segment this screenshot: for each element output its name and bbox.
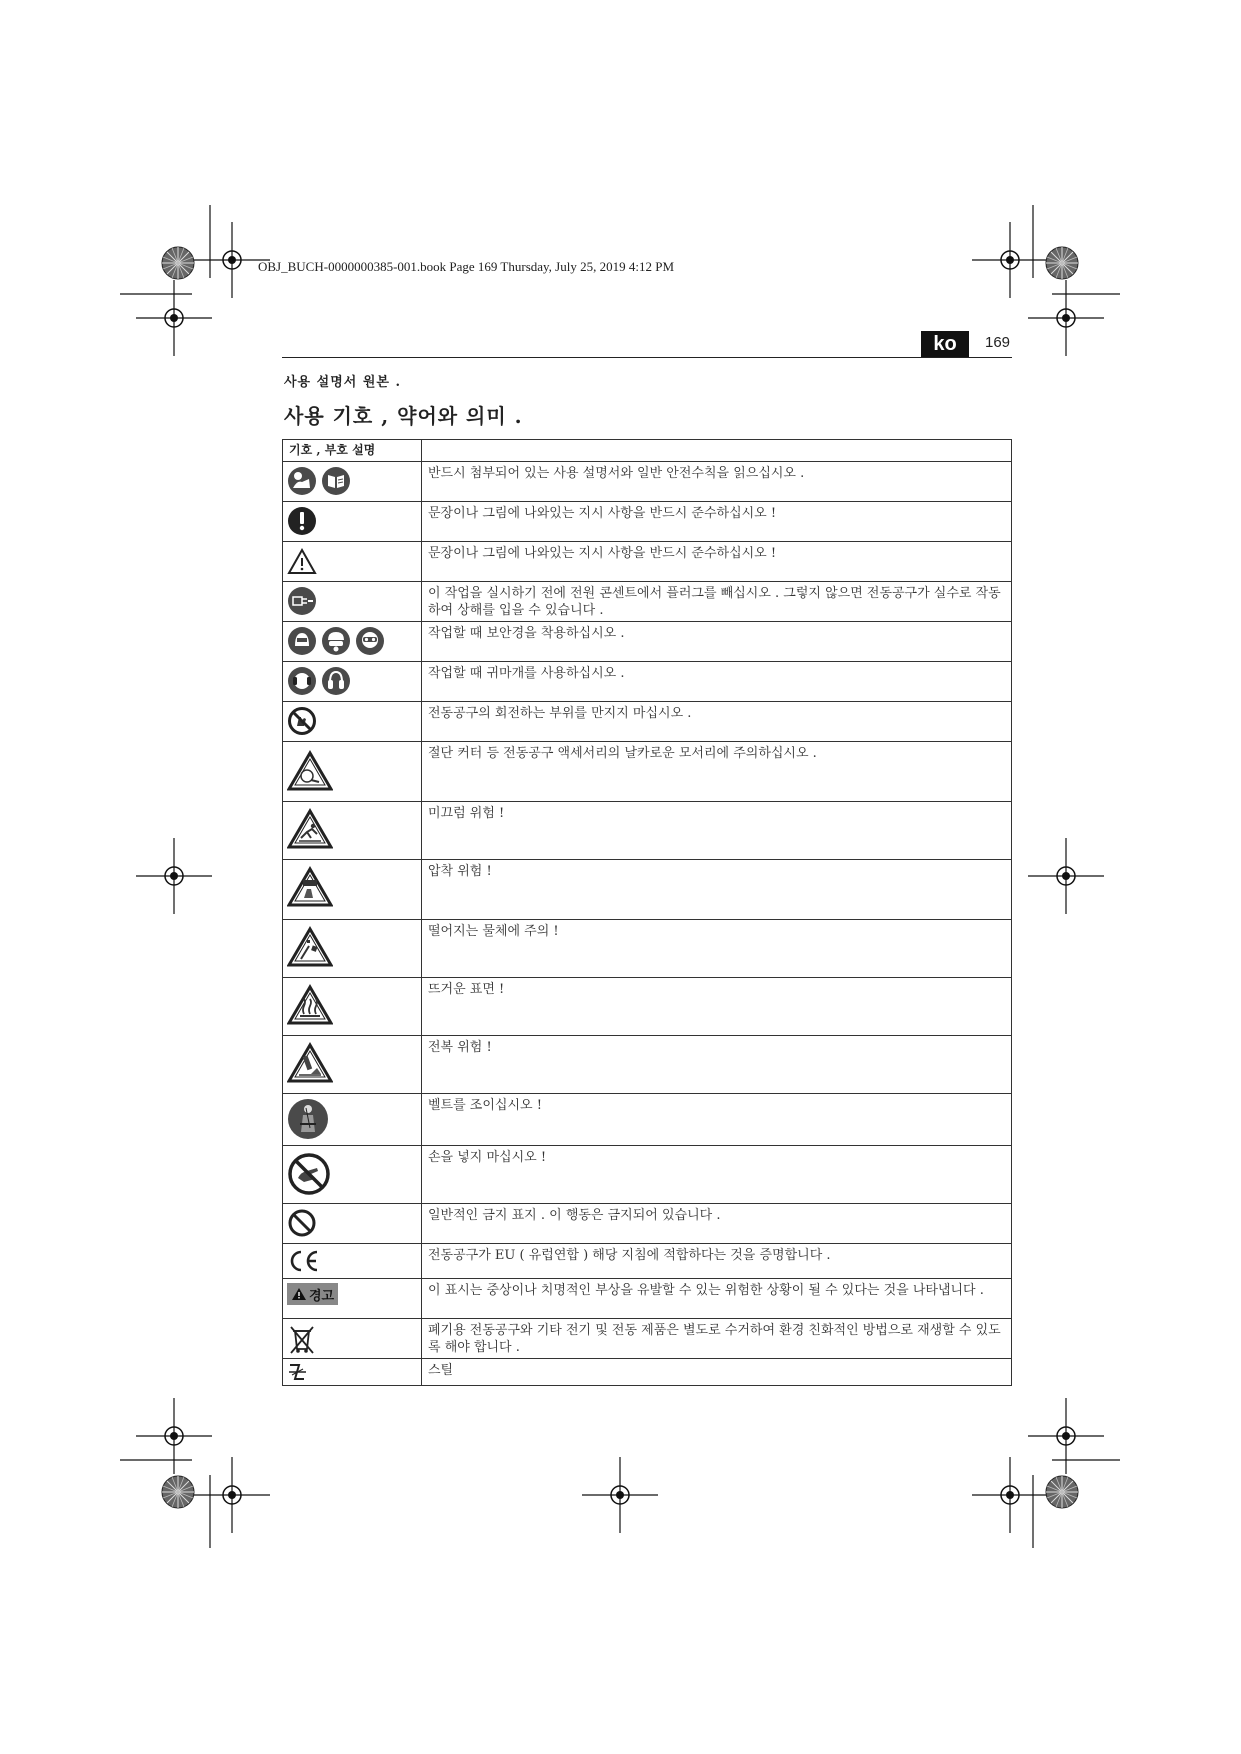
row-description: 뜨거운 표면 ! <box>422 978 1012 1036</box>
row-description: 작업할 때 귀마개를 사용하십시오 . <box>422 662 1012 702</box>
header-rule <box>282 357 1012 358</box>
row-description: 전동공구가 EU ( 유럽연합 ) 해당 지침에 적합하다는 것을 증명합니다 . <box>422 1244 1012 1279</box>
page-number: 169 <box>985 334 1011 351</box>
no-hands-icon <box>287 1152 331 1196</box>
warning-label-text: 경고 <box>309 1288 335 1304</box>
table-row <box>283 662 1012 702</box>
table-row <box>283 920 1012 978</box>
row-description: 문장이나 그림에 나와있는 지시 사항을 반드시 준수하십시오 ! <box>422 542 1012 582</box>
no-touch-rotating-icon <box>287 706 317 736</box>
table-row <box>283 1204 1012 1244</box>
book-icon <box>321 466 351 496</box>
table-row <box>283 1146 1012 1204</box>
row-description: 떨어지는 물체에 주의 ! <box>422 920 1012 978</box>
row-description: 압착 위험 ! <box>422 860 1012 920</box>
document-label: 사용 설명서 원본 . <box>284 375 402 390</box>
warning-label-icon <box>287 1283 338 1305</box>
row-description: 폐기용 전동공구와 기타 전기 및 전동 제품은 별도로 수거하여 환경 친화적인 방법으로 재생할 수 있도록 해야 합니다 . <box>422 1319 1012 1359</box>
symbols-table <box>282 439 1012 1386</box>
tighten-belt-icon <box>287 1098 329 1140</box>
language-badge: ko <box>921 331 969 357</box>
slip-hazard-icon <box>287 808 333 850</box>
table-row <box>283 802 1012 860</box>
row-description: 작업할 때 보안경을 착용하십시오 . <box>422 622 1012 662</box>
row-description: 스틸 <box>422 1359 1012 1386</box>
table-row <box>283 1279 1012 1319</box>
goggles-helmet-icon <box>321 626 351 656</box>
row-description: 일반적인 금지 표지 . 이 행동은 금지되어 있습니다 . <box>422 1204 1012 1244</box>
ear-muffs-icon <box>321 666 351 696</box>
falling-objects-icon <box>287 926 333 968</box>
table-row <box>283 1319 1012 1359</box>
warning-triangle-icon <box>287 546 317 576</box>
sharp-edge-warning-icon <box>287 750 333 792</box>
unplug-icon <box>287 586 317 616</box>
table-header-empty <box>422 440 1012 462</box>
table-row <box>283 502 1012 542</box>
table-row <box>283 1094 1012 1146</box>
ear-protection-icon <box>287 666 317 696</box>
table-row <box>283 1244 1012 1279</box>
face-shield-icon <box>287 626 317 656</box>
exclamation-mark-icon <box>287 506 317 536</box>
section-title: 사용 기호 , 약어와 의미 . <box>284 404 523 428</box>
row-description: 문장이나 그림에 나와있는 지시 사항을 반드시 준수하십시오 ! <box>422 502 1012 542</box>
hot-surface-icon <box>287 984 333 1026</box>
steel-icon <box>287 1362 309 1382</box>
row-description: 이 표시는 중상이나 치명적인 부상을 유발할 수 있는 위험한 상황이 될 수 있다는 것을 나타냅니다 . <box>422 1279 1012 1319</box>
print-info: OBJ_BUCH-0000000385-001.book Page 169 Thursday, July 25, 2019 4:12 PM <box>258 259 675 274</box>
row-description: 절단 커터 등 전동공구 액세서리의 날카로운 모서리에 주의하십시오 . <box>422 742 1012 802</box>
safety-goggles-icon <box>355 626 385 656</box>
tipping-hazard-icon <box>287 1042 333 1084</box>
manual-reader-icon <box>287 466 317 496</box>
table-row <box>283 462 1012 502</box>
ce-mark-icon <box>287 1248 321 1274</box>
row-description: 전동공구의 회전하는 부위를 만지지 마십시오 . <box>422 702 1012 742</box>
crush-hazard-icon <box>287 866 333 908</box>
table-row <box>283 1036 1012 1094</box>
table-row <box>283 1359 1012 1386</box>
table-row <box>283 978 1012 1036</box>
table-row <box>283 742 1012 802</box>
row-description: 미끄럼 위험 ! <box>422 802 1012 860</box>
table-header-row <box>283 440 1012 462</box>
row-description: 전복 위험 ! <box>422 1036 1012 1094</box>
table-row <box>283 702 1012 742</box>
table-row <box>283 542 1012 582</box>
table-row <box>283 622 1012 662</box>
table-row <box>283 582 1012 622</box>
table-header: 기호 , 부호 설명 <box>283 440 422 462</box>
row-description: 이 작업을 실시하기 전에 전원 콘센트에서 플러그를 빼십시오 . 그렇지 않으면 전동공구가 실수로 작동하여 상해를 입을 수 있습니다 . <box>422 582 1012 622</box>
row-description: 벨트를 조이십시오 ! <box>422 1094 1012 1146</box>
table-row <box>283 860 1012 920</box>
prohibition-icon <box>287 1208 317 1238</box>
row-description: 반드시 첨부되어 있는 사용 설명서와 일반 안전수칙을 읽으십시오 . <box>422 462 1012 502</box>
row-description: 손을 넣지 마십시오 ! <box>422 1146 1012 1204</box>
weee-bin-icon <box>287 1323 317 1355</box>
